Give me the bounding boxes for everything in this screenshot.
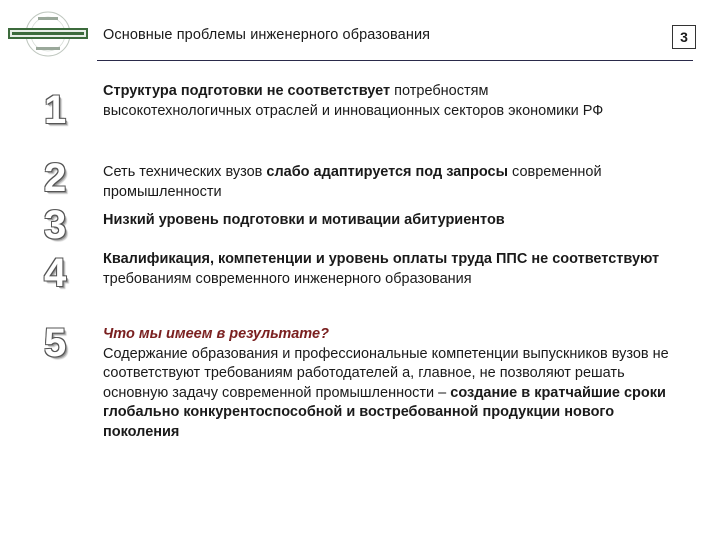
problem-item-2 (103, 163, 643, 202)
item-2-plain: Сеть технических вузов (103, 164, 267, 180)
item-2-rest: современной промышленности (103, 164, 602, 200)
item-number-1: 1 (44, 88, 67, 132)
item-number-2: 2 (44, 156, 67, 200)
item-2-bold: слабо адаптируется под запросы (266, 164, 509, 180)
result-bold: создание в кратчайшие сроки глобально конкурентоспособной и востребованной продукции нового поколения (103, 384, 666, 440)
problem-item-4 (103, 250, 673, 289)
item-4-rest: требованиям современного инженерного образования (103, 270, 472, 287)
page-title: Основные проблемы инженерного образования (103, 27, 431, 43)
item-4-bold: Квалификация, компетенции и уровень оплаты труда ППС не соответствуют (103, 251, 660, 267)
item-number-4: 4 (44, 251, 67, 295)
item-number-3: 3 (44, 203, 67, 247)
item-1-bold: Структура подготовки не соответствует (103, 83, 391, 99)
page-number: 3 (672, 25, 696, 49)
item-number-5: 5 (44, 321, 67, 365)
problem-item-3 (103, 211, 673, 231)
item-3-bold: Низкий уровень подготовки и мотивации абитуриентов (103, 212, 505, 228)
problem-item-1 (103, 82, 623, 121)
result-plain: Содержание образования и профессиональные компетенции выпускников вузов не соответствуют требованиям работодателей а, главное, не позволяют решать основную задачу современной промышленности – (103, 345, 669, 401)
result-item (103, 325, 683, 442)
logo (6, 8, 90, 60)
header-divider (97, 60, 693, 61)
item-1-rest: потребностям высокотехнологичных отраслей и инновационных секторов экономики РФ (103, 83, 604, 119)
result-question: Что мы имеем в результате? (103, 326, 329, 342)
